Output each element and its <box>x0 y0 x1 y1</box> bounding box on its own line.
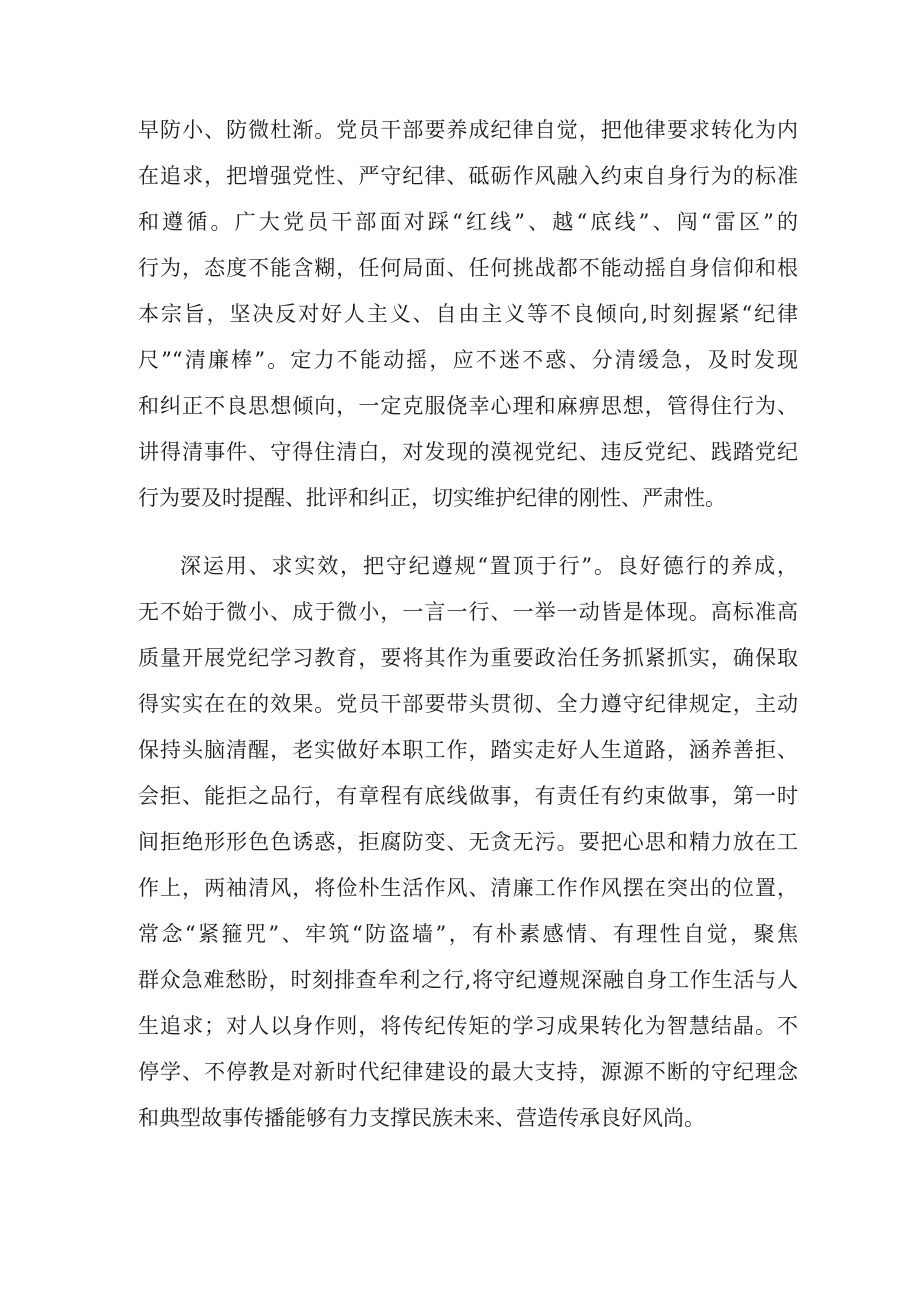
paragraph-line: 在追求，把增强党性、严守纪律、砥砺作风融入约束自身行为的标准 <box>138 164 798 188</box>
paragraph-line: 停学、不停教是对新时代纪律建设的最大支持，源源不断的守纪理念 <box>138 1060 798 1084</box>
paragraph-line: 得实实在在的效果。党员干部要带头贯彻、全力遵守纪律规定，主动 <box>138 692 798 716</box>
paragraph-line: 常念“紧箍咒”、牢筑“防盗墙”，有朴素感情、有理性自觉，聚焦 <box>138 922 798 946</box>
paragraph-line: 本宗旨，坚决反对好人主义、自由主义等不良倾向,时刻握紧“纪律 <box>138 302 798 326</box>
paragraph-line: 群众急难愁盼，时刻排查牟利之行,将守纪遵规深融自身工作生活与人 <box>138 968 798 992</box>
paragraph-1 <box>138 107 798 521</box>
paragraph-line: 早防小、防微杜渐。党员干部要养成纪律自觉，把他律要求转化为内 <box>138 118 798 142</box>
paragraph-2 <box>138 543 798 1141</box>
paragraph-line: 保持头脑清醒，老实做好本职工作，踏实走好人生道路，涵养善拒、 <box>138 738 798 762</box>
paragraph-line: 质量开展党纪学习教育，要将其作为重要政治任务抓紧抓实，确保取 <box>138 646 798 670</box>
paragraph-line: 间拒绝形形色色诱惑，拒腐防变、无贪无污。要把心思和精力放在工 <box>138 830 798 854</box>
paragraph-line: 和纠正不良思想倾向，一定克服侥幸心理和麻痹思想，管得住行为、 <box>138 394 798 418</box>
paragraph-line: 会拒、能拒之品行，有章程有底线做事，有责任有约束做事，第一时 <box>138 784 798 808</box>
paragraph-line: 和典型故事传播能够有力支撑民族未来、营造传承良好风尚。 <box>138 1106 705 1130</box>
paragraph-line: 尺”“清廉棒”。定力不能动摇，应不迷不惑、分清缓急，及时发现 <box>138 348 798 372</box>
paragraph-line: 作上，两袖清风，将俭朴生活作风、清廉工作作风摆在突出的位置， <box>138 876 798 900</box>
paragraph-line: 无不始于微小、成于微小，一言一行、一举一动皆是体现。高标准高 <box>138 600 798 624</box>
paragraph-line: 行为要及时提醒、批评和纠正，切实维护纪律的刚性、严肃性。 <box>138 486 726 510</box>
paragraph-line: 行为，态度不能含糊，任何局面、任何挑战都不能动摇自身信仰和根 <box>138 256 798 280</box>
paragraph-line: 和遵循。广大党员干部面对踩“红线”、越“底线”、闯“雷区”的 <box>138 210 798 234</box>
paragraph-line: 讲得清事件、守得住清白，对发现的漠视党纪、违反党纪、践踏党纪 <box>138 440 798 464</box>
paragraph-line: 生追求；对人以身作则，将传纪传矩的学习成果转化为智慧结晶。不 <box>138 1014 798 1038</box>
paragraph-line: 深运用、求实效，把守纪遵规“置顶于行”。良好德行的养成， <box>180 554 798 578</box>
